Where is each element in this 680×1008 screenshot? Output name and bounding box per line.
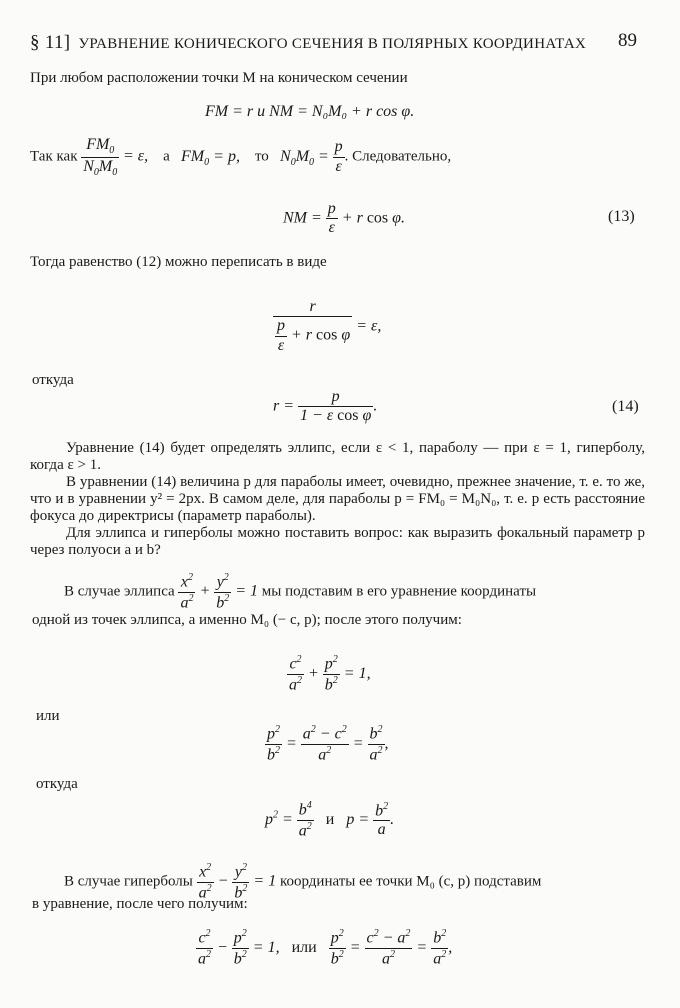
equation-ellipse-ratio: $\frac{p^2}{b^2}$ = $\frac{a^2 - c^2}{a^2}$ = $\frac{b^2}{a^2}$ , (267, 724, 389, 764)
text-line-hyperbola: В случае гиперболы $\frac{x^2}{a^2}$ − $\frac{y^2}{b^2}$ = 1 координаты ее точки M₀ (c, p) подставим (64, 862, 542, 902)
text-line-ellipse-point: одной из точек эллипса, а именно M₀ (− c, p); после этого получим: (32, 612, 462, 628)
text-a: а (163, 148, 170, 165)
text-line-ellipse: В случае эллипса $\frac{x^2}{a^2}$ + $\frac{y^2}{b^2}$ = 1 мы подставим в его уравнение координаты (64, 572, 537, 612)
text-i: и (325, 810, 335, 828)
equation-number-14: (14) (612, 398, 639, 415)
paragraph-1: Уравнение (14) будет определять эллипс, если ε < 1, параболу — при ε = 1, гиперболу, когда ε > 1. (30, 440, 645, 473)
equation-ellipse-substituted: $\frac{c^2}{a^2}$ + $\frac{p^2}{b^2}$ = 1, (289, 654, 371, 694)
text-sledovatelno: . Следовательно, (344, 148, 452, 165)
text-podstavim: мы подставим в его уравнение координаты (261, 583, 537, 600)
text-v-sluchae-giperboly: В случае гиперболы (64, 873, 193, 890)
text-tak-kak: Так как (30, 148, 78, 165)
text-to: то (254, 148, 269, 165)
paragraph-block (30, 440, 645, 559)
equation-13: NM = $\frac{p}{\varepsilon}$ + r cos φ. (283, 200, 406, 237)
fraction-p-eps: $\frac{p}{\varepsilon}$ (334, 138, 343, 175)
fraction-fm0-n0m0: $\frac{FM_0}{N_0M_0}$ (83, 136, 118, 178)
paragraph-3: Для эллипса и гиперболы можно поставить вопрос: как выразить фокальный параметр p через полуоси a и b? (30, 525, 645, 558)
section-title: УРАВНЕНИЕ КОНИЧЕСКОГО СЕЧЕНИЯ В ПОЛЯРНЫХ КООРДИНАТАХ (78, 36, 587, 52)
equation-fm-nm: FM = r и NM = N₀M₀ + r cos φ. (205, 103, 415, 120)
equation-14: r = $\frac{p}{\text{1 − ε cos φ}}$ . (273, 388, 378, 425)
text-koordinaty: координаты ее точки M₀ (c, p) подставим (279, 873, 542, 890)
text-ili: или (36, 708, 60, 724)
text-line-1: При любом расположении точки M на коническом сечении (30, 70, 408, 86)
running-header (30, 32, 586, 54)
equation-ellipse-p: $p^2$ = $\frac{b^4}{a^2}$ и p = $\frac{b^2}{a}$ . (265, 800, 395, 840)
text-line-hyperbola-2: в уравнение, после чего получим: (32, 896, 248, 912)
equation-hyperbola-substituted: $\frac{c^2}{a^2}$ − $\frac{p^2}{b^2}$ = 1, или $\frac{p^2}{b^2}$ = $\frac{c^2 - a^2}{a^2}$ = $\frac{b^2}{a^2}$ , (198, 928, 453, 968)
text-line-togda: Тогда равенство (12) можно переписать в виде (30, 254, 327, 270)
page-number: 89 (618, 30, 637, 51)
text-ili-2: или (291, 938, 317, 956)
section-number: § 11] (30, 32, 71, 53)
text-otkuda-1: откуда (32, 372, 74, 388)
text-otkuda-2: откуда (36, 776, 78, 792)
equation-r-ratio: r $\frac{p}{\varepsilon}$ + r cos φ = ε, (273, 298, 381, 355)
text-line-tak-kak: Так как $\frac{FM_0}{N_0M_0}$ = ε, а $FM_0 = p$, то $N_0M_0$ = $\frac{p}{\varepsilon}$ . Следовательно, (30, 136, 452, 178)
equation-number-13: (13) (608, 208, 635, 225)
text-v-sluchae-ellipsa: В случае эллипса (64, 583, 175, 600)
paragraph-2: В уравнении (14) величина p для параболы имеет, очевидно, прежнее значение, т. е. то же, что и в уравнении y² = 2px. В самом деле, для параболы p = FM₀ = M₀N₀, т. е. p есть расстояние фокуса до директрисы (параметр параболы). (30, 474, 645, 524)
